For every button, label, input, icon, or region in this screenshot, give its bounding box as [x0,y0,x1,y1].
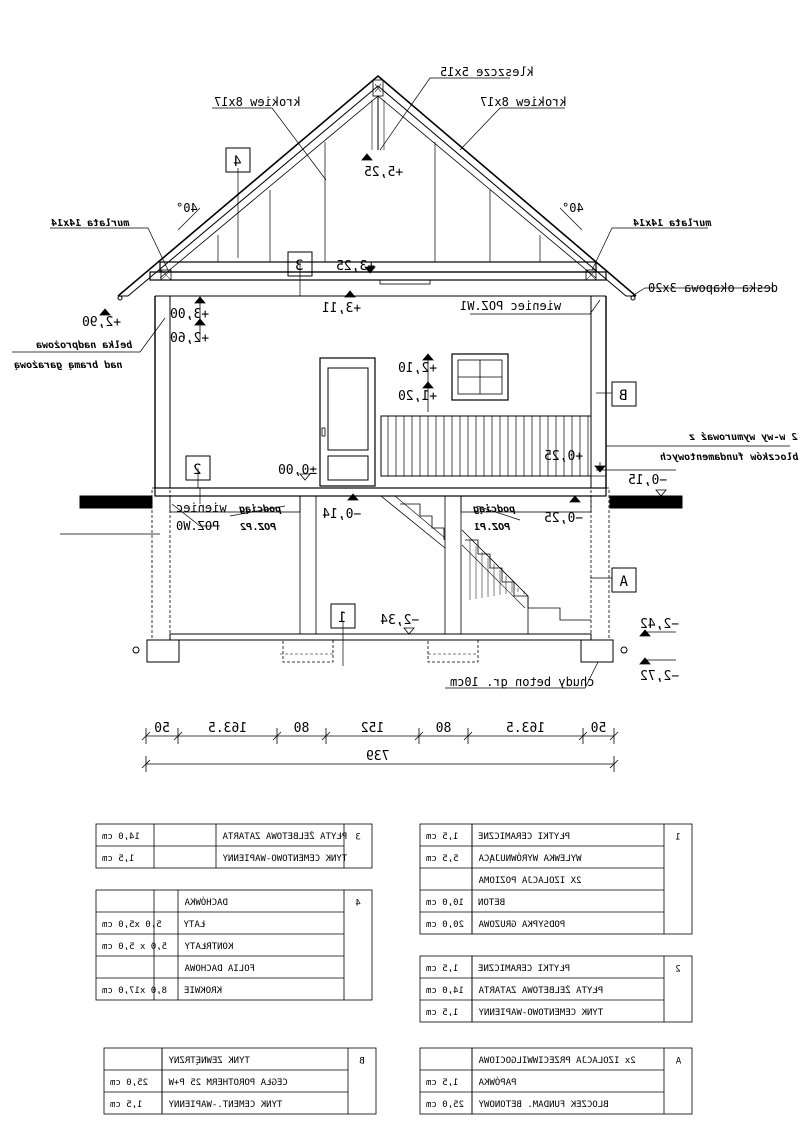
table-row-name: CEGŁA POROTHERM 25 P+W [168,1077,288,1088]
stair-railing [381,416,591,476]
table-row-value: 1,5 cm [110,1099,143,1110]
elev-minus-0-14: −0,14 [322,507,362,522]
table-row-value: 1,5 cm [102,853,135,864]
table-row-name: DACHÓWKA [184,897,228,908]
text-labels [14,65,798,764]
label-chudy-beton: chudy beton gr. 10cm [450,675,595,689]
material-table [420,824,692,934]
table-row-value: 14,0 cm [102,831,140,842]
table-row-name: BLOCZEK FUNDAM. BETONOWY [478,1099,609,1110]
material-tables [96,824,692,1114]
table-row-name: 2x IZOLACJA PRZECIWWILGOCIOWA [478,1055,636,1066]
label-poz-p1: POZ.P1 [474,522,511,533]
tag-2: 2 [193,462,202,478]
label-podciag-left: podciąg [239,504,282,515]
material-table [420,956,692,1022]
dim-segment: 50 [590,721,607,736]
table-row-value: 5,0 x5,0 cm [102,919,162,930]
table-row-name: TYNK ZEWNĘTRZNY [168,1055,250,1066]
table-number: 1 [675,832,681,843]
label-kleszcze: kleszcze 5x15 [440,65,534,79]
table-row-name: PODSYPKA GRUZOWA [478,919,566,930]
material-table [96,890,372,1000]
elev-minus-2-72: −2,72 [640,669,680,684]
table-row-name: PŁYTKI CERAMICZNE [478,963,571,974]
elev-3-00: +3,00 [170,307,210,322]
table-row-value: 14,0 cm [426,985,464,996]
walls [60,296,682,534]
dim-segment: 152 [360,721,385,736]
dim-total: 739 [366,749,390,764]
label-angle-right: 40° [562,201,584,215]
table-row-value: 20,0 cm [426,919,464,930]
table-row-name: TYNK CEMENTOWO-WAPIENNY [478,1007,604,1018]
label-wymurowka-1: 2 w-wy wymurowaź z [689,432,798,443]
table-row-name: TYNK CEMENT.-WAPIENNY [168,1099,283,1110]
dim-segment: 163.5 [207,721,248,736]
label-podciag-right: podciąg [473,504,516,515]
table-row-name: PAPÓWKA [478,1077,517,1088]
label-wieniec-w1: wieniec POZ.W1 [460,299,562,313]
table-row-value: 5,5 cm [426,853,459,864]
tag-4: 4 [233,154,242,170]
elev-minus-0-25: −0,25 [544,511,584,526]
elev-minus-0-15: −0,15 [628,473,668,488]
tag-boxes [186,148,636,628]
table-row-value: 1,5 cm [426,1077,459,1088]
table-row-value: 25,0 cm [426,1099,464,1110]
elev-0-00: ±0,00 [278,463,318,478]
elev-1-20: +1,20 [398,389,438,404]
table-row-name: KROKWIE [184,985,222,996]
table-row-name: PŁYTKI CERAMICZNE [478,831,571,842]
dim-segment: 163.5 [505,721,546,736]
material-table [96,824,372,868]
table-number: B [359,1056,365,1067]
elevation-marks [100,154,676,664]
table-row-value: 1,5 cm [426,831,459,842]
table-row-name: BETON [478,897,506,908]
elev-3-11: +3,11 [322,301,362,316]
label-deska: deska okapowa 3x20 [648,281,779,295]
elev-5-25: +5,25 [364,165,404,180]
label-murlata-right: murlata 14x14 [633,218,712,229]
material-table [420,1048,692,1114]
table-row-name: WYLEWKA WYRÓWNUJĄCA [478,853,582,864]
elev-2-60: +2,60 [170,331,210,346]
table-row-value: 8,0 x17,0 cm [102,985,168,996]
label-wymurowka-2: bloczków fundamentowych [660,452,799,463]
tag-a: A [619,574,628,590]
table-row-name: ŁATY [183,919,206,930]
table-number: 2 [675,964,681,975]
label-belka-1: belka nadprożowa [36,340,133,351]
table-number: 4 [355,898,361,909]
label-poz-w0: POZ.W0 [176,519,220,533]
label-angle-left: 40° [176,201,198,215]
elev-minus-2-42: −2,42 [640,617,680,632]
table-row-value: 25,0 cm [110,1077,148,1088]
elev-3-25: +3,25 [336,259,376,274]
label-krokiew-right: krokiew 8x17 [480,95,567,109]
table-row-name: TYNK CEMENTOWO-WAPIENNY [222,853,348,864]
table-row-name: 2X IZOLACJA POZIOMA [478,875,582,886]
dim-segment: 50 [154,721,170,736]
window [452,354,508,400]
table-row-value: 1,5 cm [426,1007,459,1018]
label-wieniec: wieniec [176,501,227,515]
table-row-value: 1,5 cm [426,963,459,974]
table-row-name: PŁYTA ŻELBETOWA ZATARTA [222,831,348,842]
table-row-value: 5,0 x 5,0 cm [102,941,168,952]
table-row-value: 10,0 cm [426,897,464,908]
table-row-name: PŁYTA ŻELBETOWA ZATARTA [478,985,604,996]
door [320,358,375,486]
label-poz-p2: POZ.P2 [240,522,277,533]
elev-2-90: +2,90 [82,315,122,330]
table-number: A [675,1056,682,1067]
dim-segment: 80 [435,721,452,736]
elev-2-10: +2,10 [398,361,438,376]
elev-minus-2-34: −2,34 [380,613,420,628]
tag-3: 3 [295,258,304,274]
material-table [104,1048,376,1114]
label-krokiew-left: krokiew 8x17 [214,95,301,109]
table-number: 3 [355,832,361,843]
dim-segment: 80 [293,721,310,736]
label-murlata-left: murlata 14x14 [51,218,130,229]
elev-0-25: +0,25 [544,449,584,464]
roof [118,76,636,300]
label-belka-2: nad bramą garażową [14,360,123,371]
tag-b: B [619,388,628,404]
table-row-name: KONTRŁATY [184,941,234,952]
table-row-name: FOLIA DACHOWA [184,963,256,974]
tag-1: 1 [338,610,347,626]
